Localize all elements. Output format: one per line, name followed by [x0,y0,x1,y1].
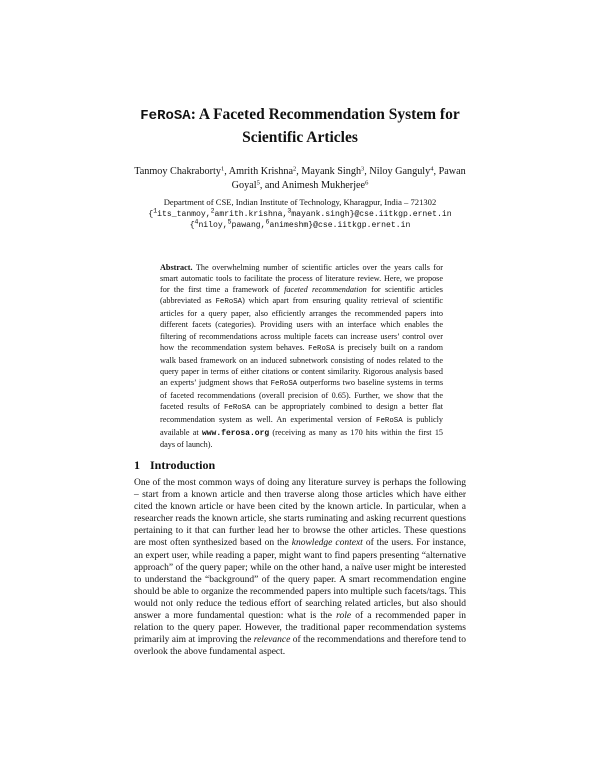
section-number: 1 [134,458,140,472]
title-line1: : A Faceted Recommendation System for [190,106,460,123]
affiliation-line: Department of CSE, Indian Institute of Technology, Kharagpur, India – 721302 [163,197,437,207]
section-heading [134,458,215,473]
title-line2: Scientific Articles [242,129,358,146]
author: Mayank Singh [301,166,362,177]
author: Pawan [438,166,466,177]
website-link[interactable]: www.ferosa.org [201,429,270,439]
author: Niloy Ganguly [369,166,431,177]
author: Animesh Mukherjee [281,180,366,191]
system-name: FeRoSA [140,108,191,124]
author-list: Tanmoy Chakraborty$^1$, Amrith Krishna$^2$, Mayank Singh$^3$, Niloy Ganguly$^4$, Pawan Goyal$^5$, and Animesh Mukherjee$^6$ [134,165,466,191]
section-title: Introduction [150,458,216,472]
email-line-1: {$^1$its_tanmoy,$^2$amrith.krishna,$^3$mayank.singh}@cse.iitkgp.ernet.in [148,207,452,219]
introduction-paragraph: One of the most common ways of doing any literature survey is perhaps the following – start from a known article and then traverse along those articles which have either cited the known article or have been cited by the known article. In particular, when a researcher reads the known article, she starts ruminating and asking recurrent questions pertaining to it that can further lead her to browse the other articles. These questions are most often synthesized based on the knowledge context of the users. For instance, an expert user, while reading a paper, might want to find papers presenting “alternative approach” of the query paper; while on the other hand, a naïve user might be interested to understand the “background” of the query paper. A smart recommendation engine should be able to organize the recommended papers into multiple such facets/tags. This would not only reduce the tedious effort of searching related articles, but also should answer a more fundamental question: what is the role of a recommended paper in relation to the query paper. However, the traditional paper recommendation systems primarily aim at improving the relevance of the recommendations and therefore tend to overlook the above fundamental aspect. [134,478,467,658]
affiliation [100,197,500,232]
author: Amrith Krishna [228,166,293,177]
author: Goyal [231,180,257,191]
email-line-2: {$^4$niloy,$^5$pawang,$^6$animeshm}@cse.iitkgp.ernet.in [189,218,411,230]
paper-title [100,104,500,148]
abstract-label: Abstract. [160,263,193,272]
abstract: Abstract. The overwhelming number of scientific articles over the years calls for smart automatic tools to facilitate the process of literature review. Here, we propose for the first time a framework of faceted recommendation for scientific articles (abbreviated as FeRoSA) which apart from ensuring quality retrieval of scientific articles for a query paper, also efficiently arranges the recommended papers into different facets (categories). Providing users with an interface which enables the filtering of recommendations across multiple facets can increase users’ control over how the recommendation system behaves. FeRoSA is precisely built on a random walk based framework on an induced subnetwork consisting of nodes related to the query paper in terms of either citations or content similarity. Rigorous analysis based an experts’ judgment shows that FeRoSA outperforms two baseline systems in terms of faceted recommendations (overall precision of 0.65). Further, we show that the faceted results of FeRoSA can be appropriately combined to design a better flat recommendation system as well. An experimental version of FeRoSA is publicly available at www.ferosa.org (receiving as many as 170 hits within the first 15 days of launch). [160,263,444,450]
author: Tanmoy Chakraborty [134,166,221,177]
